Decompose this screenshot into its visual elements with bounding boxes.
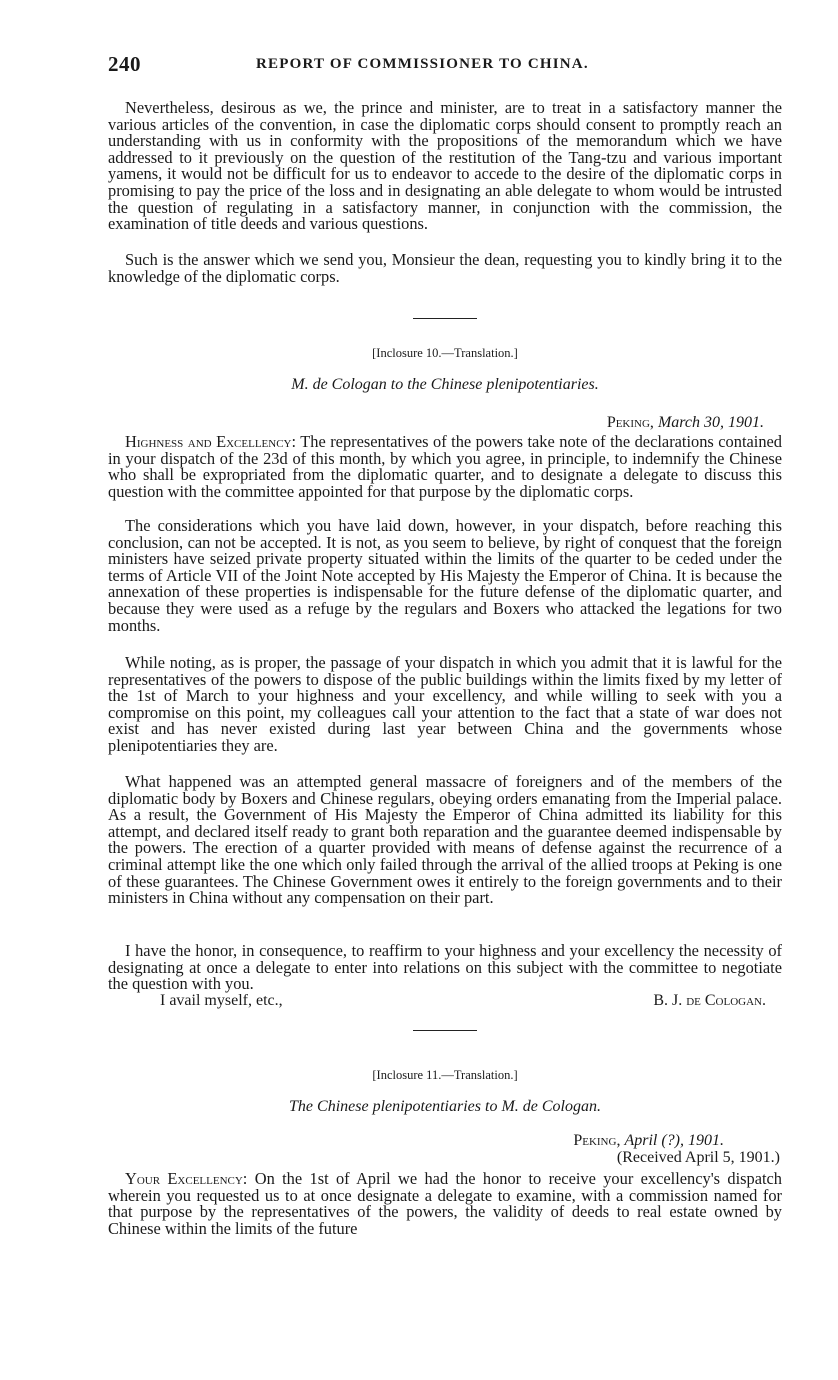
page-header bbox=[108, 52, 780, 82]
received-note: (Received April 5, 1901.) bbox=[616, 1149, 780, 1166]
dateline-place: Peking, bbox=[606, 414, 654, 431]
inclosure-11-heading: [Inclosure 11.—Translation.] bbox=[372, 1068, 518, 1082]
inclosure-11-dateline bbox=[573, 1132, 724, 1149]
paragraph-continuation: Nevertheless, desirous as we, the prince and minister, are to treat in a satisfactory manner the various articles of the convention, in case the diplomatic corps should consent to promptly reach an understanding with us in conformity with the propositions of the memorandum which we have addressed to it previously on the question of the restitution of the Tang-tzu and various important yamens, it would not be difficult for us to endeavor to accede to the desire of the diplomatic corps in promising to pay the price of the loss and in designating an able delegate to whom would be intrusted the question of regulating in a satisfactory manner, in conjunction with the commission, the examination of title deeds and various questions. bbox=[108, 98, 782, 234]
salutation: Highness and Excellency: bbox=[125, 432, 297, 451]
section-divider bbox=[413, 318, 477, 319]
paragraph-text: The representatives of the powers take note of the declarations contained in your dispatch of the 23d of this month, by which you agree, in principle, to indemnify the Chinese who shall be expropriated from the diplomatic quarter, and to designate a delegate to discuss this question with the committee appointed for that purpose by the diplomatic corps. bbox=[108, 432, 782, 501]
inclosure-10-closing bbox=[108, 992, 782, 1010]
paragraph-closing-request: Such is the answer which we send you, Monsieur the dean, requesting you to kindly bring it to the knowledge of the diplomatic corps. bbox=[108, 250, 782, 286]
inclosure-10-title: M. de Cologan to the Chinese plenipotentiaries. bbox=[291, 376, 599, 393]
section-divider bbox=[413, 1030, 477, 1031]
inclosure-10-paragraph-3: While noting, as is proper, the passage of your dispatch in which you admit that it is lawful for the representatives of the powers to dispose of the public buildings within the limits fixed by my letter of the 1st of March to your highness and your excellency, and while willing to seek with you a compromise on this point, my colleagues call your attention to the fact that a state of war does not exist and has never existed during last year between China and the governments whose plenipotentiaries they are. bbox=[108, 653, 782, 755]
inclosure-10-paragraph-2: The considerations which you have laid down, however, in your dispatch, before reaching this conclusion, can not be accepted. It is not, as you seem to believe, by right of conquest that the foreign ministers have seized private property situated within the limits of the quarter to be ceded under the terms of Article VII of the Joint Note accepted by His Majesty the Emperor of China. It is because the annexation of these properties is indispensable for the future defense of the diplomatic quarter, and because they were used as a refuge by the regulars and Boxers who attacked the legations for two months. bbox=[108, 516, 782, 635]
inclosure-10-paragraph-4: What happened was an attempted general massacre of foreigners and of the members of the diplomatic body by Boxers and Chinese regulars, obeying orders emanating from the Imperial palace. As a result, the Government of His Majesty the Emperor of China admitted its liability for this attempt, and declared itself ready to grant both reparation and the guarantee deemed indispensable by the powers. The erection of a quarter provided with means of defense against the recurrence of a criminal attempt like the one which only failed through the arrival of the allied troops at Peking is one of these guarantees. The Chinese Government owes it entirely to the foreign governments and to their ministers in China without any compensation on their part. bbox=[108, 772, 782, 908]
salutation: Your Excellency: bbox=[125, 1169, 248, 1188]
inclosure-11-paragraph-1 bbox=[108, 1171, 782, 1237]
page-number: 240 bbox=[108, 52, 141, 76]
signature: B. J. de Cologan. bbox=[653, 992, 766, 1009]
inclosure-10-dateline bbox=[607, 414, 764, 431]
paragraph-text: On the 1st of April we had the honor to receive your excellency's dispatch wherein you requested us to at once designate a delegate to examine, with a commission named for that purpose by the representatives of the powers, the validity of deeds to real estate owned by Chinese within the limits of the future bbox=[108, 1169, 783, 1238]
dateline-place: Peking, bbox=[573, 1132, 621, 1149]
inclosure-10-paragraph-1 bbox=[108, 434, 782, 500]
inclosure-11-title: The Chinese plenipotentiaries to M. de Cologan. bbox=[289, 1098, 601, 1115]
dateline-date: March 30, 1901. bbox=[657, 414, 764, 431]
running-title: REPORT OF COMMISSIONER TO CHINA. bbox=[256, 56, 589, 72]
inclosure-10-heading: [Inclosure 10.—Translation.] bbox=[372, 346, 518, 360]
inclosure-10-paragraph-5: I have the honor, in consequence, to reaffirm to your highness and your excellency the necessity of designating at once a delegate to enter into relations on this subject with the committee to negotiate the question with you. bbox=[108, 941, 782, 994]
dateline-date: April (?), 1901. bbox=[624, 1132, 724, 1149]
closing-formula: I avail myself, etc., bbox=[160, 992, 283, 1009]
